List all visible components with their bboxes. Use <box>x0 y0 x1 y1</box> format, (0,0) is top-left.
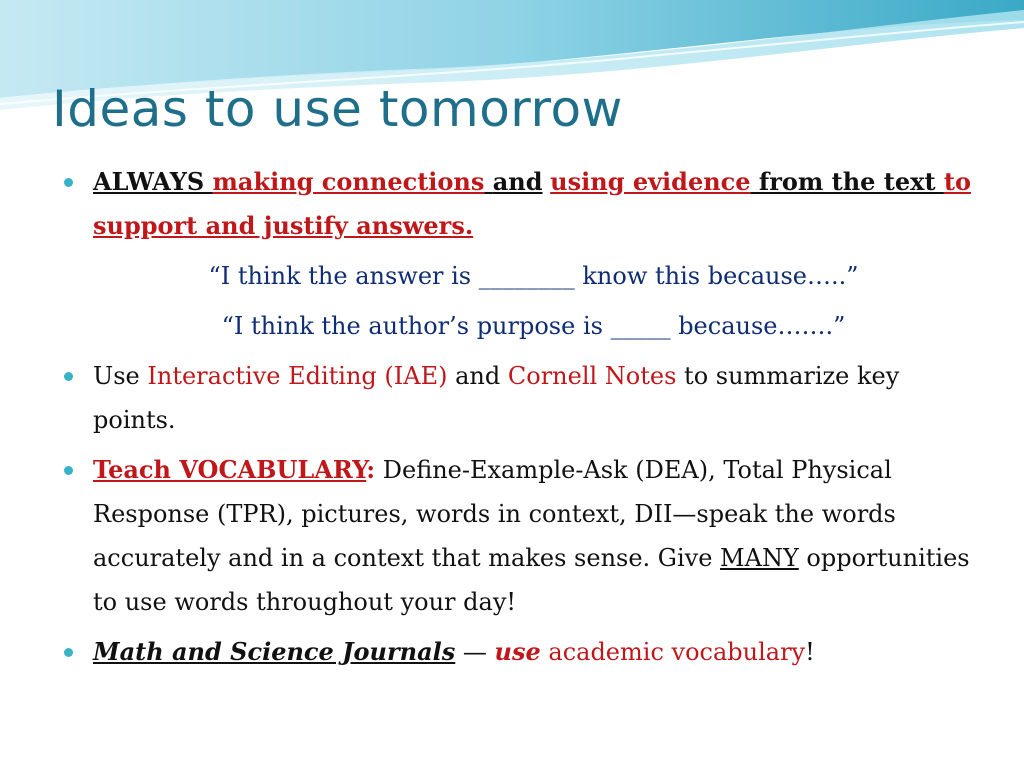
space-text <box>484 167 492 196</box>
bullet-dot-icon <box>64 372 73 381</box>
bullet-teach-vocabulary <box>64 448 974 624</box>
iae-text: Interactive Editing (IAE) <box>147 362 448 390</box>
summarize-text: to summarize key points. <box>93 362 900 434</box>
always-text: ALWAYS <box>93 167 213 196</box>
many-text: MANY <box>720 544 799 572</box>
and-text: and <box>492 167 543 196</box>
bullet-dot-icon <box>64 648 73 657</box>
opportunities-text: opportunities to use words throughout your day! <box>93 544 970 616</box>
slide-body <box>64 160 974 680</box>
from-the-text: from the text <box>750 167 944 196</box>
bullet-interactive-editing <box>64 354 974 442</box>
making-connections-text: making connections <box>212 167 485 196</box>
quote-author-purpose: “I think the author’s purpose is _____ because…….” <box>221 312 846 340</box>
bullet-journals <box>64 630 974 674</box>
exclamation-text: ! <box>805 638 815 666</box>
use-emphasis-text: use <box>494 637 541 666</box>
teach-vocabulary-text: Teach VOCABULARY <box>93 455 367 484</box>
using-evidence-text: using evidence <box>550 167 751 196</box>
academic-vocabulary-text: academic vocabulary <box>540 638 806 666</box>
bullet-dot-icon <box>64 466 73 475</box>
bullet-always-connections <box>64 160 974 248</box>
cornell-notes-text: Cornell Notes <box>507 362 677 390</box>
use-text: Use <box>93 362 148 390</box>
journals-text: Math and Science Journals <box>93 637 456 666</box>
bullet-dot-icon <box>64 178 73 187</box>
and-text: and <box>447 362 508 390</box>
colon-text: : <box>366 455 376 484</box>
dash-text: — <box>455 638 495 666</box>
vocabulary-description-text: Define-Example-Ask (DEA), Total Physical Response (TPR), pictures, words in context, DII—speak the words accurately and in a context that makes sense. Give <box>93 456 896 572</box>
quote-answer: “I think the answer is ________ know this because…..” <box>208 262 859 290</box>
to-support-text: to support and justify answers. <box>93 167 972 240</box>
slide-title: Ideas to use tomorrow <box>52 80 623 138</box>
